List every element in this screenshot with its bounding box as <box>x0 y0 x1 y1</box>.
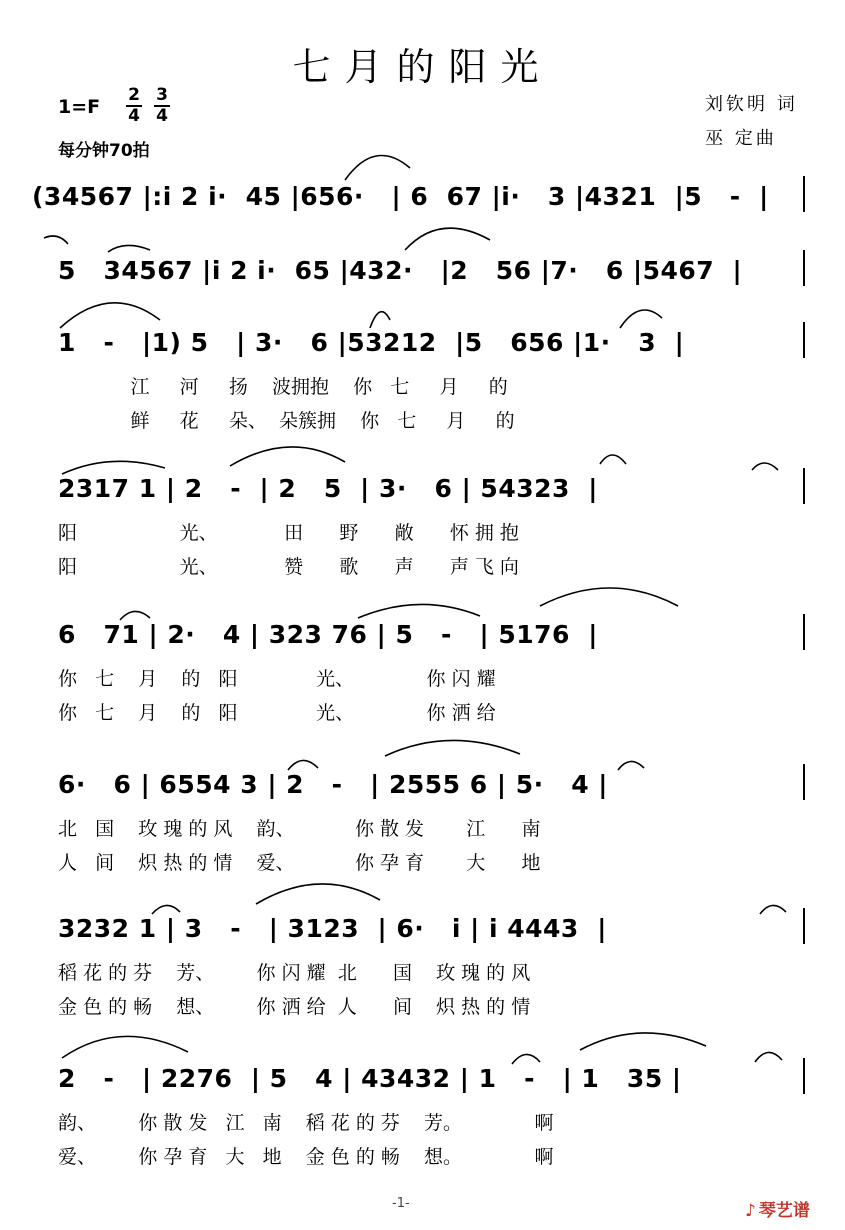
slur <box>755 1052 782 1062</box>
lyrics-verse-1: 你 七 月 的 阳 光、 你 闪 耀 <box>58 668 496 690</box>
notation-line-5: 6 71 | 2· 4 | 323 76 | 5 - | 5176 | <box>58 620 598 649</box>
notation-line-3: 1 - |1) 5 | 3· 6 |53212 |5 656 |1· 3 | <box>58 328 685 357</box>
song-title: 七月的阳光 <box>292 45 553 89</box>
slur <box>405 228 490 250</box>
lyrics-verse-1: 北 国 玫 瑰 的 风 韵、 你 散 发 江 南 <box>58 818 541 840</box>
watermark-logo: ♪ 琴艺谱 <box>745 1201 810 1221</box>
slur <box>62 1036 188 1058</box>
page-number: -1- <box>392 1196 410 1211</box>
slur <box>752 463 778 470</box>
slur <box>540 588 678 606</box>
notation-line-7: 3232 1 | 3 - | 3123 | 6· i | i 4443 | <box>58 914 607 943</box>
slur <box>760 905 786 914</box>
lyrics-verse-1: 江 河 扬 波拥抱 你 七 月 的 <box>58 376 508 398</box>
slur <box>256 884 380 904</box>
slur <box>120 611 150 620</box>
tempo-marking: 每分钟70拍 <box>58 141 150 161</box>
notation-line-8: 2 - | 2276 | 5 4 | 43432 | 1 - | 1 35 | <box>58 1064 682 1093</box>
lyrics-verse-2: 人 间 炽 热 的 情 爱、 你 孕 育 大 地 <box>58 852 541 874</box>
slur <box>288 760 318 770</box>
lyrics-verse-2: 你 七 月 的 阳 光、 你 洒 给 <box>58 702 496 724</box>
lyricist-credit: 刘钦明 词 <box>705 94 798 115</box>
slur <box>370 312 390 328</box>
key-signature: 1=F <box>58 96 101 118</box>
slur <box>620 310 662 328</box>
time-signature-3-4: 3 4 <box>152 86 172 126</box>
slur <box>44 236 68 244</box>
slur <box>618 761 644 770</box>
lyrics-verse-2: 金 色 的 畅 想、 你 洒 给 人 间 炽 热 的 情 <box>58 996 531 1018</box>
lyrics-verse-2: 鲜 花 朵、 朵簇拥 你 七 月 的 <box>58 410 515 432</box>
notation-line-2: 5 34567 |i 2 i· 65 |432· |2 56 |7· 6 |5467 | <box>58 256 743 285</box>
slur <box>358 604 480 618</box>
slur <box>600 455 626 464</box>
time-signature-2-4: 2 4 <box>124 86 144 126</box>
composer-credit: 巫 定曲 <box>705 128 777 149</box>
slur <box>512 1054 540 1064</box>
slur <box>108 245 150 252</box>
notation-line-1: (34567 |:i 2 i· 45 |656· | 6 67 |i· 3 |4321 |5 - | <box>32 182 769 211</box>
slur <box>580 1033 706 1050</box>
lyrics-verse-2: 阳 光、 赞 歌 声 声 飞 向 <box>58 556 519 578</box>
lyrics-verse-1: 稻 花 的 芬 芳、 你 闪 耀 北 国 玫 瑰 的 风 <box>58 962 531 984</box>
lyrics-verse-1: 阳 光、 田 野 敞 怀 拥 抱 <box>58 522 519 544</box>
slur <box>62 461 165 474</box>
slur <box>60 303 160 328</box>
slur <box>385 740 520 756</box>
slur <box>345 156 410 181</box>
notation-line-6: 6· 6 | 6554 3 | 2 - | 2555 6 | 5· 4 | <box>58 770 608 799</box>
notation-line-4: 2317 1 | 2 - | 2 5 | 3· 6 | 54323 | <box>58 474 598 503</box>
slur <box>230 447 345 466</box>
lyrics-verse-2: 爱、 你 孕 育 大 地 金 色 的 畅 想。 啊 <box>58 1146 554 1168</box>
lyrics-verse-1: 韵、 你 散 发 江 南 稻 花 的 芬 芳。 啊 <box>58 1112 554 1134</box>
slur <box>152 905 180 914</box>
logo-icon: ♪ <box>745 1201 756 1221</box>
